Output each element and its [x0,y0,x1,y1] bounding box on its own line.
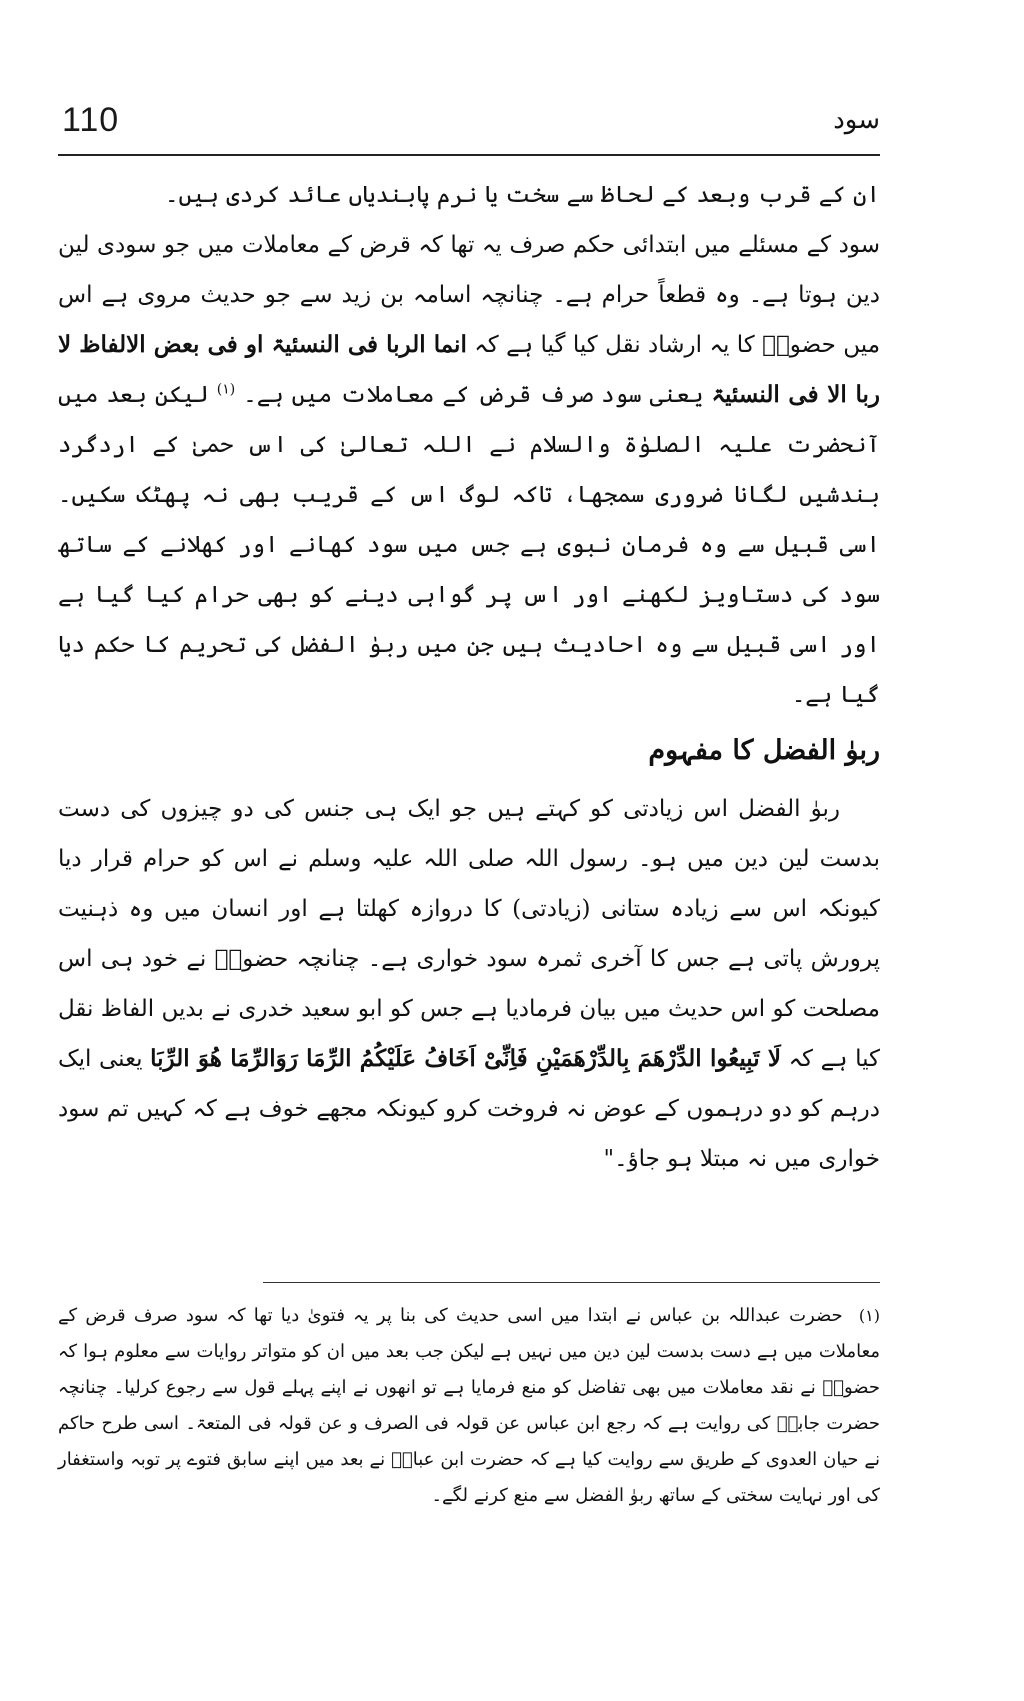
running-title: سود [833,105,880,135]
arabic-hadith-quote: لَا تَبِیعُوا الدِّرْھَمَ بِالدِّرْھَمَیْنِ فَاِنِّیْ اَخَافُ عَلَیْکُمُ الرِّمَا رَوَالرِّمَا ھُوَ الرِّبَا [150,1045,781,1072]
footnote-marker: (۱) [858,1306,880,1325]
section-heading: ربوٰ الفضل کا مفہوم [648,735,880,766]
paragraph-text: یعنی سود صرف قرض کے معاملات میں ہے۔ [243,382,704,408]
paragraph-text: لیکن بعد میں آنحضرت علیہ الصلوٰۃ والسلام نے اللہ تعالیٰ کی اس حمیٰ کے اردگرد بندشیں لگانا ضروری سمجھا، تاکہ لوگ اس کے قریب بھی نہ پھٹک سکیں۔ اسی قبیل سے وہ فرمان نبوی ہے جس میں سود کھانے اور کھلانے کے ساتھ سود کی دستاویز لکھنے اور اس پر گواہی دینے کو بھی حرام کیا گیا ہے اور اسی قبیل سے وہ احادیث ہیں جن میں ربوٰ الفضل کی تحریم کا حکم دیا گیا ہے۔ [58,382,880,708]
paragraph-text: سود کے مسئلے میں ابتدائی حکم صرف یہ تھا کہ قرض کے معاملات میں جو سودی لین دین ہوتا ہے۔ وہ قطعاً حرام ہے۔ چنانچہ اسامہ بن زید سے جو حدیث مروی ہے اس میں حضورؐ کا یہ ارشاد نقل کیا گیا ہے کہ [58,232,881,358]
footnote [58,1298,880,1514]
footnotes [58,1298,880,1514]
header-divider [58,154,880,156]
paragraph-text: ربوٰ الفضل اس زیادتی کو کہتے ہیں جو ایک ہی جنس کی دو چیزوں کی دست بدست لین دین میں ہو۔ رسول اللہ صلی اللہ علیہ وسلم نے اس کو حرام قرار دیا کیونکہ اس سے زیادہ ستانی (زیادتی) کا دروازہ کھلتا ہے اور انسان میں وہ ذہنیت پرورش پاتی ہے جس کا آخری ثمرہ سود خواری ہے۔ چنانچہ حضورؐ نے خود ہی اس مصلحت کو اس حدیث میں بیان فرمادیا ہے جس کو ابو سعید خدری نے بدیں الفاظ نقل کیا ہے کہ [58,796,881,1072]
continuation-line: ان کے قرب وبعد کے لحاظ سے سخت یا نرم پابندیاں عائد کردی ہیں۔ [165,182,880,208]
paragraph-initial-ruling [58,220,880,720]
page-header [58,100,880,146]
paragraph-riba-al-fadl [58,784,880,1184]
page-number: 110 [62,101,120,139]
paragraph-text: یعنی ایک درہم کو دو درہموں کے عوض نہ فروخت کرو کیونکہ مجھے خوف ہے کہ کہیں تم سود خواری میں نہ مبتلا ہو جاؤ۔" [58,1046,880,1172]
arabic-hadith-quote: انما الربا فی النسئیۃ او فی بعض الالفاظ لا ربا الا فی النسئیۃ [58,331,880,408]
footnote-divider [263,1282,880,1283]
footnote-reference: (۱) [216,381,236,398]
footnote-text: حضرت عبداللہ بن عباس نے ابتدا میں اسی حدیث کی بنا پر یہ فتویٰ دیا تھا کہ سود صرف قرض کے معاملات میں ہے دست بدست لین دین میں نہیں ہے لیکن جب بعد میں ان کو متواتر روایات سے معلوم ہوا کہ حضورؐ نے نقد معاملات میں بھی تفاضل کو منع فرمایا ہے تو انھوں نے اپنے پہلے قول سے رجوع کرلیا۔ چنانچہ حضرت جابرؓ کی روایت ہے کہ رجع ابن عباس عن قولہ فی الصرف و عن قولہ فی المتعۃ۔ اسی طرح حاکم نے حیان العدوی کے طریق سے روایت کیا ہے کہ حضرت ابن عباسؓ نے بعد میں اپنے سابق فتوے پر توبہ واستغفار کی اور نہایت سختی کے ساتھ ربوٰ الفضل سے منع کرنے لگے۔ [58,1305,880,1506]
main-text [58,170,880,1184]
